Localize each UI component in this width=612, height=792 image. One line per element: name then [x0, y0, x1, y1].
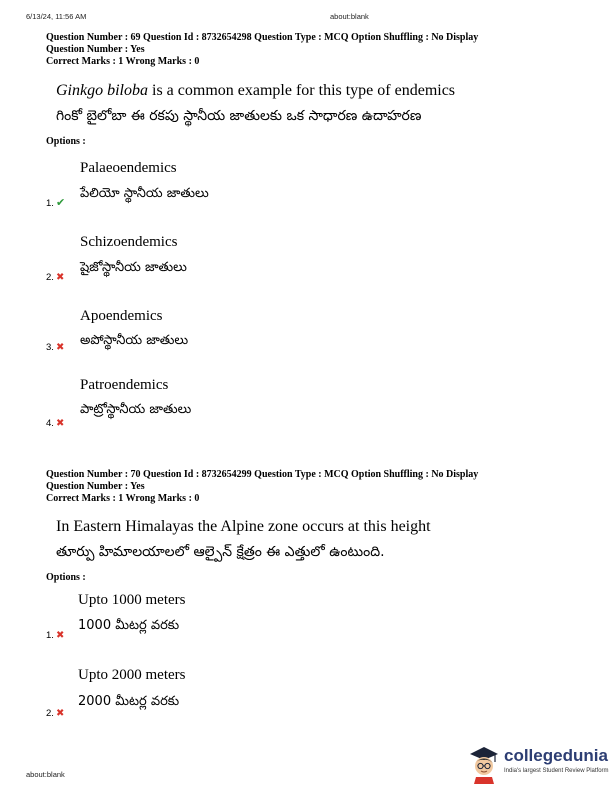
option-text: Schizoendemics [80, 234, 178, 250]
print-url: about:blank [330, 12, 369, 21]
cross-icon: ✖ [55, 418, 65, 429]
cross-icon: ✖ [55, 630, 65, 641]
option-number [46, 708, 64, 719]
logo-wordmark [504, 746, 608, 766]
marks-line: Correct Marks : 1 Wrong Marks : 0 [46, 493, 200, 504]
cross-icon: ✖ [55, 272, 65, 283]
meta-line: Question Number : 69 Question Id : 8732654298 Question Type : MCQ Option Shuffling : No Display [46, 32, 479, 43]
question-text-rest: is a common example for this type of endemics [148, 82, 456, 99]
option-num: 2. [46, 708, 54, 719]
option-text: Upto 1000 meters [78, 592, 186, 608]
option-text: Patroendemics [80, 377, 169, 393]
mascot-icon [468, 744, 500, 784]
option-number [46, 272, 64, 283]
question-70-telugu: తూర్పు హిమాలయాలలో ఆల్పైన్ క్షేత్రం ఈ ఎత్తులో ఉంటుంది. [56, 544, 385, 560]
option-telugu: అపోస్థానీయ జాతులు [80, 333, 189, 348]
meta-line: Question Number : 70 Question Id : 8732654299 Question Type : MCQ Option Shuffling : No Display [46, 469, 479, 480]
option-telugu: పాట్రోస్థానీయ జాతులు [80, 402, 192, 417]
option-number [46, 418, 64, 429]
cross-icon: ✖ [55, 708, 65, 719]
option-telugu: 2000 మీటర్ల వరకు [78, 694, 180, 709]
logo-tagline: India's largest Student Review Platform [504, 768, 609, 774]
option-telugu: 1000 మీటర్ల వరకు [78, 618, 180, 633]
logo-name: collegedunia [504, 746, 608, 765]
option-number [46, 342, 64, 353]
option-num: 1. [46, 630, 54, 641]
option-num: 2. [46, 272, 54, 283]
option-text: Palaeoendemics [80, 160, 177, 176]
question-69-text [56, 82, 455, 100]
options-label: Options : [46, 572, 86, 583]
meta-line: Question Number : Yes [46, 44, 145, 55]
option-num: 3. [46, 342, 54, 353]
question-69-meta [46, 32, 478, 68]
check-icon: ✔ [55, 197, 66, 209]
meta-line: Question Number : Yes [46, 481, 145, 492]
print-datetime: 6/13/24, 11:56 AM [26, 12, 87, 21]
collegedunia-logo [468, 742, 608, 786]
option-num: 1. [46, 198, 54, 209]
cross-icon: ✖ [55, 342, 65, 353]
question-70-text: In Eastern Himalayas the Alpine zone occurs at this height [56, 518, 431, 535]
option-telugu: షైజోస్థానీయ జాతులు [80, 260, 187, 275]
option-number [46, 196, 65, 209]
options-label: Options : [46, 136, 86, 147]
option-text: Upto 2000 meters [78, 667, 186, 683]
question-70-meta [46, 469, 478, 505]
option-telugu: పేలియో స్థానీయ జాతులు [80, 186, 209, 201]
footer-url: about:blank [26, 770, 65, 779]
question-69-telugu: గింకో బైలోబా ఈ రకపు స్థానీయ జాతులకు ఒక సాధారణ ఉదాహరణ [56, 108, 422, 124]
marks-line: Correct Marks : 1 Wrong Marks : 0 [46, 56, 200, 67]
option-num: 4. [46, 418, 54, 429]
option-text: Apoendemics [80, 308, 163, 324]
option-number [46, 630, 64, 641]
question-italic-term: Ginkgo biloba [56, 82, 148, 99]
